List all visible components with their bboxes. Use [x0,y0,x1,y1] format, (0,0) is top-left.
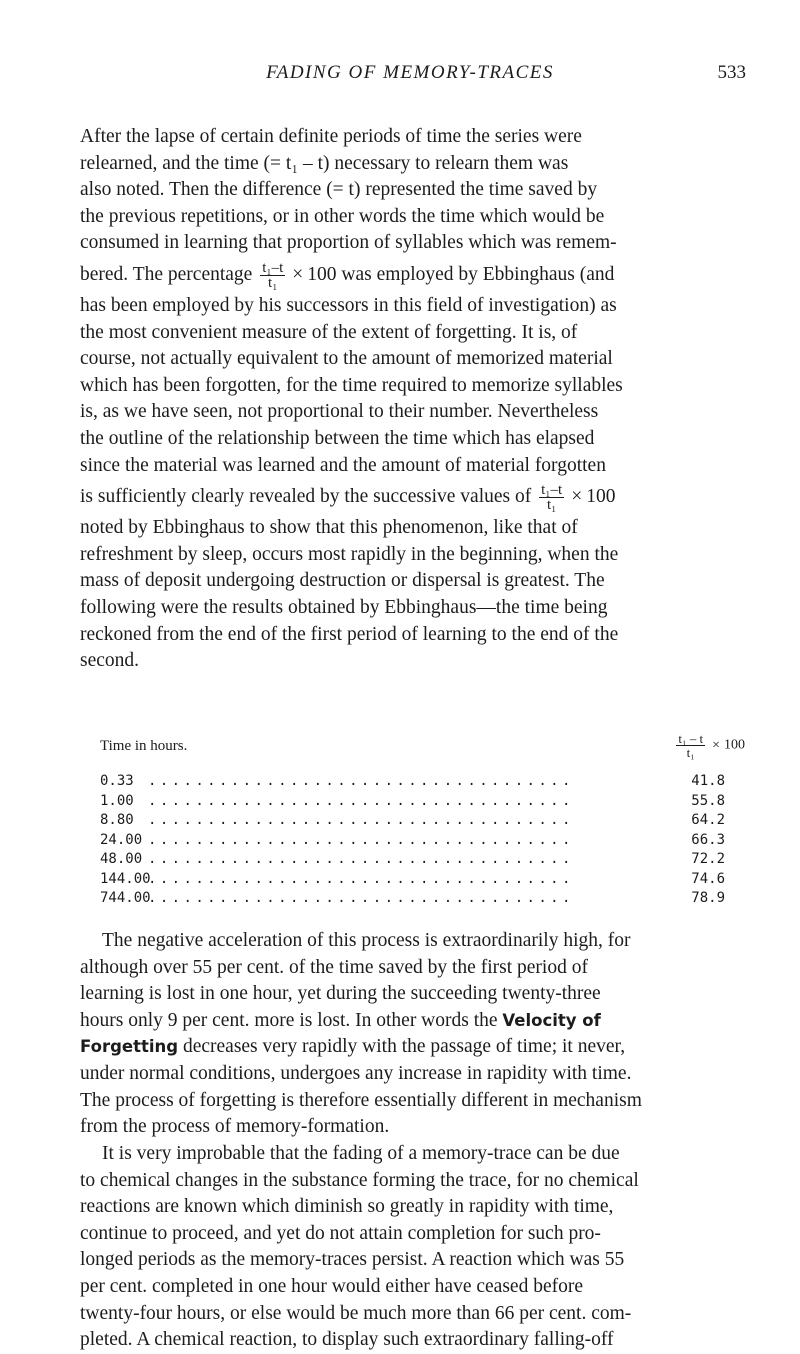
text-line: reactions are known which diminish so greatly in rapidity with time, [80,1196,614,1218]
header-denominator: t₁ [686,745,695,760]
formula-denominator: t₁ [268,275,278,291]
leader-dots: .................................... [148,870,574,887]
text-line: the most convenient measure of the extent of forgetting. It is, of [80,321,578,343]
text-line: has been employed by his successors in this field of investigation) as [80,294,617,316]
time-column-header: Time in hours. [100,738,188,754]
text-line: mass of deposit undergoing destruction or dispersal is greatest. The [80,570,605,592]
text-line: pleted. A chemical reaction, to display such extraordinary falling-off [80,1329,614,1351]
text-line: relearned, and the time (= t₁ – t) necessary to relearn them was [80,152,569,174]
leader-dots: .................................... [148,812,574,828]
time-cell: 48.00 [100,851,143,867]
time-cell: 144.00 [100,870,151,887]
text-line: is, as we have seen, not proportional to their number. Nevertheless [80,401,599,423]
percentage-cell: 78.9 [691,890,725,906]
paragraph-chemical-changes [80,1141,742,1354]
table-row [100,889,745,909]
table-row [100,850,745,870]
text-line: the outline of the relationship between the time which has elapsed [80,427,595,449]
table-row [100,870,745,890]
text-fragment: bered. The percentage [80,263,253,285]
percentage-cell: 41.8 [691,773,725,789]
text-line: under normal conditions, undergoes any increase in rapidity with time. [80,1062,632,1084]
text-line: course, not actually equivalent to the amount of memorized material [80,348,613,370]
text-line: which has been forgotten, for the time required to memorize syllables [80,374,623,396]
text-line: noted by Ebbinghaus to show that this phenomenon, like that of [80,517,578,539]
text-line: from the process of memory-formation. [80,1116,390,1138]
table-header [100,732,745,772]
running-head [80,56,746,88]
times-sign: × [571,486,583,508]
leader-dots: .................................... [148,773,574,789]
percentage-cell: 64.2 [691,812,725,828]
percentage-column-header [673,732,745,759]
formula-denominator: t₁ [546,497,557,514]
percentage-cell: 66.3 [691,831,725,848]
text-line: although over 55 per cent. of the time saved by the first period of [80,956,588,978]
text-line: longed periods as the memory-traces persist. A reaction which was 55 [80,1249,625,1271]
header-formula [676,732,705,759]
text-line: to chemical changes in the substance forming the trace, for no chemical [80,1169,639,1191]
leader-dots: .................................... [148,890,574,906]
leader-dots: .................................... [148,831,574,848]
time-cell: 1.00 [100,792,134,809]
formula-numerator: t₁–t [262,260,284,276]
time-cell: 0.33 [100,773,134,789]
text-fragment: decreases very rapidly with the passage of time; it never, [182,1036,626,1058]
text-line [80,1034,742,1061]
key-term: Velocity of [502,1010,601,1030]
percentage-cell: 74.6 [691,870,725,887]
table-row [100,831,745,851]
running-title: FADING OF MEMORY-TRACES [266,62,554,83]
percentage-formula [539,483,564,512]
text-line: The process of forgetting is therefore essentially different in mechanism [80,1089,642,1111]
formula-numerator: t₁–t [541,482,563,499]
text-line: the previous repetitions, or in other words the time which would be [80,205,605,227]
formula-line [80,479,742,515]
text-line: consumed in learning that proportion of syllables which was remem- [80,232,617,254]
formula-line [80,257,742,293]
text-line: reckoned from the end of the first period of learning to the end of the [80,623,619,645]
forgetting-table [100,732,745,912]
text-line: also noted. Then the difference (= t) represented the time saved by [80,179,598,201]
key-term: Forgetting [80,1037,179,1057]
text-line: learning is lost in one hour, yet during the succeeding twenty-three [80,983,601,1005]
text-line: since the material was learned and the amount of material forgotten [80,454,606,476]
time-cell: 8.80 [100,812,134,828]
text-fragment: 100 [586,486,616,508]
text-fragment: 100 was employed by Ebbinghaus (and [307,263,615,285]
text-line: continue to proceed, and yet do not attain completion for such pro- [80,1222,601,1244]
times-sign: × [292,263,304,285]
text-line: following were the results obtained by Ebbinghaus—the time being [80,596,608,618]
page-number: 533 [717,62,746,83]
text-line: The negative acceleration of this process is extraordinarily high, for [102,930,631,951]
text-line: refreshment by sleep, occurs most rapidly in the beginning, when the [80,543,619,565]
table-row [100,811,745,831]
percentage-cell: 72.2 [691,851,725,867]
text-fragment: hours only 9 per cent. more is lost. In other words the [80,1009,498,1031]
time-cell: 744.00 [100,890,151,906]
leader-dots: .................................... [148,851,574,867]
text-line: twenty-four hours, or else would be much more than 66 per cent. com- [80,1302,632,1324]
text-line: After the lapse of certain definite periods of time the series were [80,126,582,147]
paragraph-ebbinghaus-method [80,124,742,675]
time-cell: 24.00 [100,831,143,848]
header-hundred: 100 [724,737,745,753]
text-line [80,1008,742,1035]
header-numerator: t₁ – t [678,731,704,746]
percentage-formula [260,261,285,290]
leader-dots: .................................... [148,792,574,809]
percentage-cell: 55.8 [691,792,725,809]
table-row [100,792,745,812]
times-sign: × [712,737,720,753]
text-line: It is very improbable that the fading of a memory-trace can be due [102,1143,620,1164]
text-line: second. [80,650,140,672]
paragraph-velocity-of-forgetting [80,928,742,1141]
text-fragment: is sufficiently clearly revealed by the successive values of [80,486,532,508]
table-row [100,772,745,792]
text-line: per cent. completed in one hour would either have ceased before [80,1275,583,1297]
